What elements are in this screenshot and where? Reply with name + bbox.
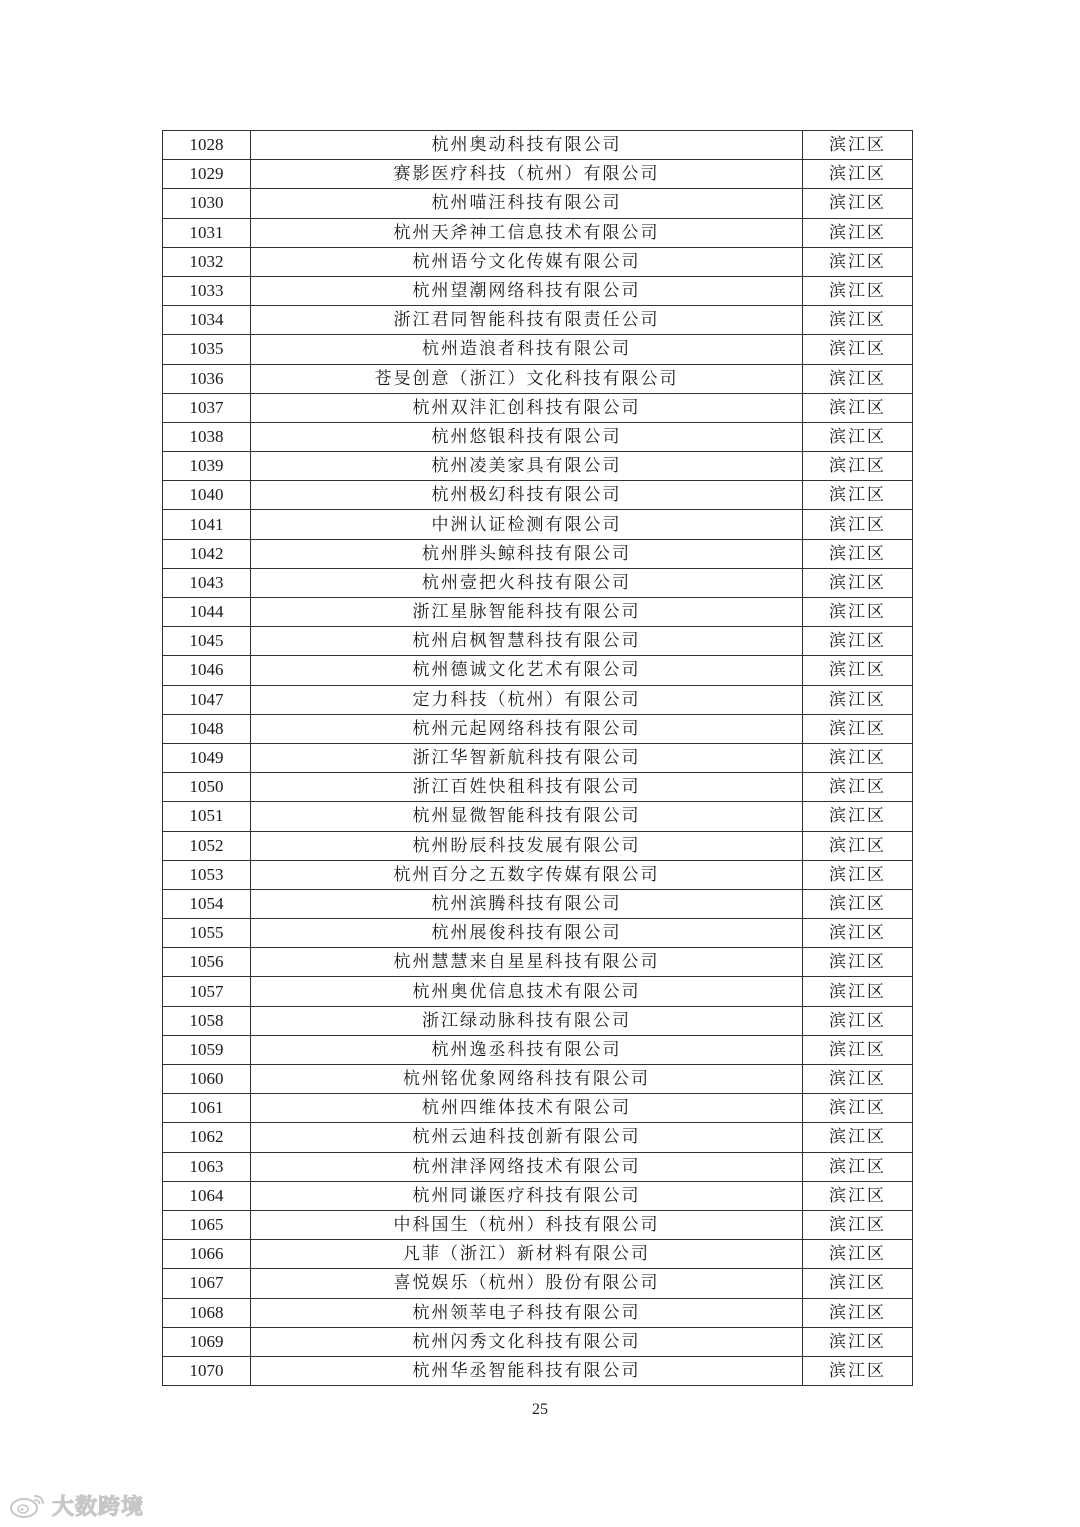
- table-row: [163, 1210, 913, 1239]
- table-row: [163, 568, 913, 597]
- district-cell: 滨江区: [803, 306, 913, 335]
- district-cell: 滨江区: [803, 452, 913, 481]
- row-number-cell: 1070: [163, 1356, 251, 1385]
- table-row: [163, 276, 913, 305]
- table-row: [163, 1152, 913, 1181]
- district-cell: 滨江区: [803, 860, 913, 889]
- district-cell: 滨江区: [803, 1356, 913, 1385]
- table-row: [163, 773, 913, 802]
- company-name-cell: 浙江百姓快租科技有限公司: [251, 773, 803, 802]
- row-number-cell: 1068: [163, 1298, 251, 1327]
- table-row: [163, 889, 913, 918]
- district-cell: 滨江区: [803, 160, 913, 189]
- company-name-cell: 杭州津泽网络技术有限公司: [251, 1152, 803, 1181]
- company-name-cell: 杭州德诚文化艺术有限公司: [251, 656, 803, 685]
- table-row: [163, 218, 913, 247]
- district-cell: 滨江区: [803, 276, 913, 305]
- row-number-cell: 1056: [163, 948, 251, 977]
- company-name-cell: 杭州语兮文化传媒有限公司: [251, 247, 803, 276]
- company-name-cell: 杭州领莘电子科技有限公司: [251, 1298, 803, 1327]
- district-cell: 滨江区: [803, 802, 913, 831]
- row-number-cell: 1032: [163, 247, 251, 276]
- row-number-cell: 1062: [163, 1123, 251, 1152]
- district-cell: 滨江区: [803, 919, 913, 948]
- table-row: [163, 656, 913, 685]
- row-number-cell: 1055: [163, 919, 251, 948]
- table-row: [163, 1181, 913, 1210]
- company-name-cell: 杭州铭优象网络科技有限公司: [251, 1065, 803, 1094]
- row-number-cell: 1058: [163, 1006, 251, 1035]
- district-cell: 滨江区: [803, 714, 913, 743]
- company-name-cell: 杭州极幻科技有限公司: [251, 481, 803, 510]
- row-number-cell: 1060: [163, 1065, 251, 1094]
- company-name-cell: 杭州悠银科技有限公司: [251, 422, 803, 451]
- table-row: [163, 1327, 913, 1356]
- district-cell: 滨江区: [803, 131, 913, 160]
- company-name-cell: 杭州同谦医疗科技有限公司: [251, 1181, 803, 1210]
- table-row: [163, 1065, 913, 1094]
- company-name-cell: 杭州慧慧来自星星科技有限公司: [251, 948, 803, 977]
- row-number-cell: 1044: [163, 598, 251, 627]
- row-number-cell: 1047: [163, 685, 251, 714]
- row-number-cell: 1057: [163, 977, 251, 1006]
- district-cell: 滨江区: [803, 773, 913, 802]
- row-number-cell: 1053: [163, 860, 251, 889]
- table-row: [163, 364, 913, 393]
- company-name-cell: 喜悦娱乐（杭州）股份有限公司: [251, 1269, 803, 1298]
- row-number-cell: 1041: [163, 510, 251, 539]
- table-row: [163, 1123, 913, 1152]
- table-row: [163, 422, 913, 451]
- district-cell: 滨江区: [803, 568, 913, 597]
- row-number-cell: 1048: [163, 714, 251, 743]
- district-cell: 滨江区: [803, 1152, 913, 1181]
- company-name-cell: 杭州奥优信息技术有限公司: [251, 977, 803, 1006]
- district-cell: 滨江区: [803, 1210, 913, 1239]
- company-name-cell: 中科国生（杭州）科技有限公司: [251, 1210, 803, 1239]
- page-number: 25: [532, 1401, 548, 1418]
- company-name-cell: 杭州显微智能科技有限公司: [251, 802, 803, 831]
- row-number-cell: 1030: [163, 189, 251, 218]
- table-row: [163, 598, 913, 627]
- weibo-logo-icon: [8, 1490, 48, 1520]
- district-cell: 滨江区: [803, 831, 913, 860]
- table-row: [163, 539, 913, 568]
- company-name-cell: 凡菲（浙江）新材料有限公司: [251, 1240, 803, 1269]
- table-row: [163, 481, 913, 510]
- company-name-cell: 杭州逸丞科技有限公司: [251, 1035, 803, 1064]
- company-name-cell: 浙江星脉智能科技有限公司: [251, 598, 803, 627]
- company-name-cell: 杭州天斧神工信息技术有限公司: [251, 218, 803, 247]
- district-cell: 滨江区: [803, 1327, 913, 1356]
- row-number-cell: 1067: [163, 1269, 251, 1298]
- table-row: [163, 1269, 913, 1298]
- row-number-cell: 1036: [163, 364, 251, 393]
- row-number-cell: 1037: [163, 393, 251, 422]
- district-cell: 滨江区: [803, 218, 913, 247]
- company-name-cell: 浙江华智新航科技有限公司: [251, 743, 803, 772]
- row-number-cell: 1051: [163, 802, 251, 831]
- table-row: [163, 1298, 913, 1327]
- table-row: [163, 831, 913, 860]
- table-row: [163, 1035, 913, 1064]
- row-number-cell: 1038: [163, 422, 251, 451]
- district-cell: 滨江区: [803, 1269, 913, 1298]
- table-row: [163, 335, 913, 364]
- company-name-cell: 杭州双沣汇创科技有限公司: [251, 393, 803, 422]
- company-name-cell: 杭州百分之五数字传媒有限公司: [251, 860, 803, 889]
- company-name-cell: 杭州喵汪科技有限公司: [251, 189, 803, 218]
- district-cell: 滨江区: [803, 977, 913, 1006]
- row-number-cell: 1034: [163, 306, 251, 335]
- company-name-cell: 杭州华丞智能科技有限公司: [251, 1356, 803, 1385]
- table-row: [163, 247, 913, 276]
- company-name-cell: 苍旻创意（浙江）文化科技有限公司: [251, 364, 803, 393]
- district-cell: 滨江区: [803, 1065, 913, 1094]
- table-row: [163, 393, 913, 422]
- company-table-body: [163, 131, 913, 1386]
- row-number-cell: 1028: [163, 131, 251, 160]
- table-row: [163, 160, 913, 189]
- district-cell: 滨江区: [803, 335, 913, 364]
- district-cell: 滨江区: [803, 393, 913, 422]
- table-row: [163, 1240, 913, 1269]
- district-cell: 滨江区: [803, 598, 913, 627]
- row-number-cell: 1040: [163, 481, 251, 510]
- company-name-cell: 浙江绿动脉科技有限公司: [251, 1006, 803, 1035]
- row-number-cell: 1029: [163, 160, 251, 189]
- table-row: [163, 860, 913, 889]
- district-cell: 滨江区: [803, 1240, 913, 1269]
- row-number-cell: 1049: [163, 743, 251, 772]
- row-number-cell: 1063: [163, 1152, 251, 1181]
- table-row: [163, 510, 913, 539]
- district-cell: 滨江区: [803, 627, 913, 656]
- company-name-cell: 杭州奥动科技有限公司: [251, 131, 803, 160]
- row-number-cell: 1035: [163, 335, 251, 364]
- row-number-cell: 1064: [163, 1181, 251, 1210]
- district-cell: 滨江区: [803, 189, 913, 218]
- district-cell: 滨江区: [803, 364, 913, 393]
- row-number-cell: 1042: [163, 539, 251, 568]
- row-number-cell: 1039: [163, 452, 251, 481]
- table-row: [163, 802, 913, 831]
- company-name-cell: 杭州闪秀文化科技有限公司: [251, 1327, 803, 1356]
- row-number-cell: 1054: [163, 889, 251, 918]
- company-name-cell: 杭州元起网络科技有限公司: [251, 714, 803, 743]
- district-cell: 滨江区: [803, 948, 913, 977]
- table-row: [163, 1356, 913, 1385]
- company-name-cell: 杭州滨腾科技有限公司: [251, 889, 803, 918]
- table-row: [163, 452, 913, 481]
- district-cell: 滨江区: [803, 481, 913, 510]
- company-name-cell: 杭州望潮网络科技有限公司: [251, 276, 803, 305]
- district-cell: 滨江区: [803, 1094, 913, 1123]
- company-name-cell: 定力科技（杭州）有限公司: [251, 685, 803, 714]
- district-cell: 滨江区: [803, 1006, 913, 1035]
- district-cell: 滨江区: [803, 422, 913, 451]
- company-name-cell: 杭州云迪科技创新有限公司: [251, 1123, 803, 1152]
- row-number-cell: 1031: [163, 218, 251, 247]
- row-number-cell: 1065: [163, 1210, 251, 1239]
- district-cell: 滨江区: [803, 685, 913, 714]
- row-number-cell: 1069: [163, 1327, 251, 1356]
- company-name-cell: 中洲认证检测有限公司: [251, 510, 803, 539]
- table-row: [163, 627, 913, 656]
- row-number-cell: 1043: [163, 568, 251, 597]
- row-number-cell: 1066: [163, 1240, 251, 1269]
- table-row: [163, 714, 913, 743]
- row-number-cell: 1061: [163, 1094, 251, 1123]
- district-cell: 滨江区: [803, 743, 913, 772]
- company-name-cell: 杭州凌美家具有限公司: [251, 452, 803, 481]
- table-row: [163, 948, 913, 977]
- company-name-cell: 浙江君同智能科技有限责任公司: [251, 306, 803, 335]
- company-name-cell: 杭州胖头鲸科技有限公司: [251, 539, 803, 568]
- row-number-cell: 1052: [163, 831, 251, 860]
- table-row: [163, 743, 913, 772]
- table-row: [163, 1006, 913, 1035]
- company-name-cell: 杭州四维体技术有限公司: [251, 1094, 803, 1123]
- company-table: [162, 130, 913, 1386]
- row-number-cell: 1045: [163, 627, 251, 656]
- table-row: [163, 919, 913, 948]
- district-cell: 滨江区: [803, 510, 913, 539]
- row-number-cell: 1046: [163, 656, 251, 685]
- district-cell: 滨江区: [803, 1181, 913, 1210]
- company-name-cell: 杭州展俊科技有限公司: [251, 919, 803, 948]
- company-name-cell: 杭州造浪者科技有限公司: [251, 335, 803, 364]
- district-cell: 滨江区: [803, 656, 913, 685]
- watermark-text: 大数跨境: [52, 1494, 145, 1520]
- company-name-cell: 赛影医疗科技（杭州）有限公司: [251, 160, 803, 189]
- district-cell: 滨江区: [803, 1298, 913, 1327]
- company-name-cell: 杭州启枫智慧科技有限公司: [251, 627, 803, 656]
- district-cell: 滨江区: [803, 247, 913, 276]
- table-row: [163, 1094, 913, 1123]
- table-row: [163, 189, 913, 218]
- table-row: [163, 131, 913, 160]
- watermark: [8, 1490, 144, 1520]
- company-name-cell: 杭州盼辰科技发展有限公司: [251, 831, 803, 860]
- row-number-cell: 1059: [163, 1035, 251, 1064]
- company-name-cell: 杭州壹把火科技有限公司: [251, 568, 803, 597]
- table-row: [163, 977, 913, 1006]
- table-row: [163, 306, 913, 335]
- district-cell: 滨江区: [803, 1123, 913, 1152]
- district-cell: 滨江区: [803, 539, 913, 568]
- table-row: [163, 685, 913, 714]
- district-cell: 滨江区: [803, 1035, 913, 1064]
- row-number-cell: 1050: [163, 773, 251, 802]
- district-cell: 滨江区: [803, 889, 913, 918]
- row-number-cell: 1033: [163, 276, 251, 305]
